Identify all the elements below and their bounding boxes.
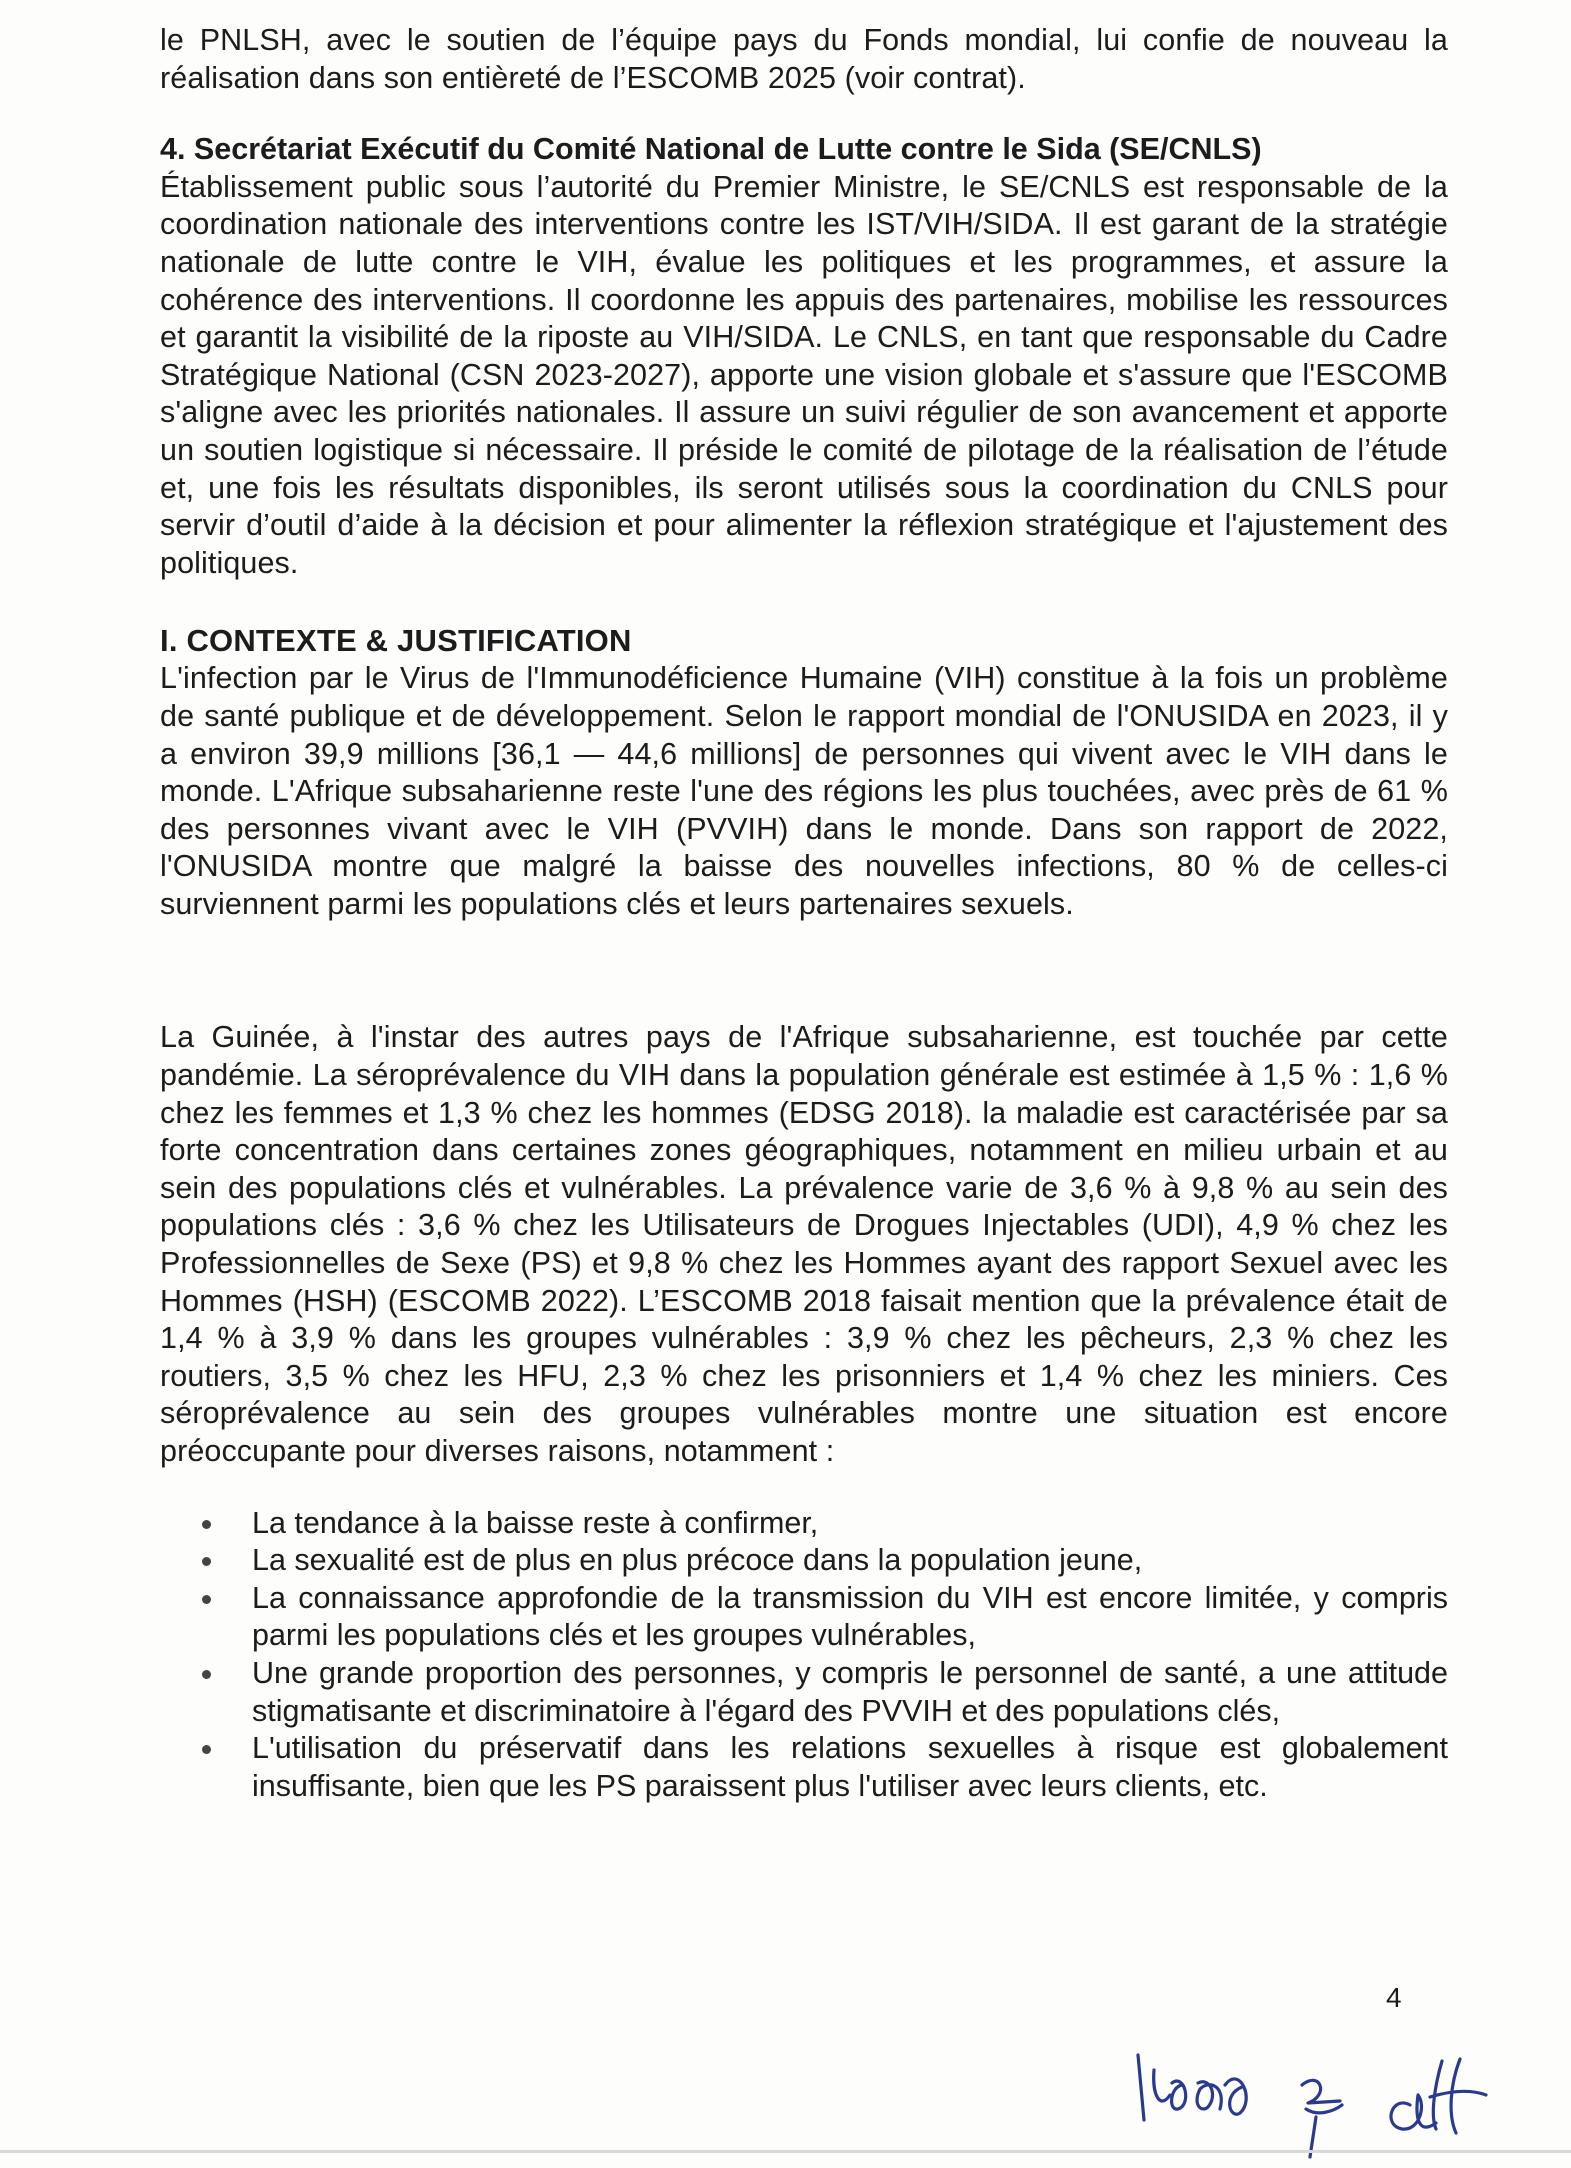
list-item-text: Une grande proportion des personnes, y compris le personnel de santé, a une attitude stigmatisante et discriminatoire à l'égard des PVVIH et des populations clés, — [252, 1655, 1448, 1728]
section-heading-contexte: I. CONTEXTE & JUSTIFICATION — [160, 623, 632, 659]
bullet-dot-icon — [202, 1670, 211, 1679]
intro-paragraph: le PNLSH, avec le soutien de l’équipe pays du Fonds mondial, lui confie de nouveau la réalisation dans son entièreté de l’ESCOMB 2025 (voir contrat). — [160, 23, 1448, 95]
list-item — [160, 1730, 1448, 1805]
list-item — [160, 1655, 1448, 1730]
page-bottom-edge — [0, 2150, 1571, 2153]
bullet-dot-icon — [202, 1520, 211, 1529]
list-item-text: L'utilisation du préservatif dans les relations sexuelles à risque est globalement insuffisante, bien que les PS paraissent plus l'utiliser avec leurs clients, etc. — [252, 1731, 1448, 1803]
section-4-number: 4. — [160, 132, 186, 167]
context-paragraph-1: L'infection par le Virus de l'Immunodéficience Humaine (VIH) constitue à la fois un problème de santé publique et de développement. Selon le rapport mondial de l'ONUSIDA en 2023, il y a environ 39,9 millions [36,1 — 44,6 millions] de personnes qui vivent avec le VIH dans le monde. L'Afrique subsaharienne reste l'une des régions les plus touchées, avec près de 61 % des personnes vivant avec le VIH (PVVIH) dans le monde. Dans son rapport de 2022, l'ONUSIDA montre que malgré la baisse des nouvelles infections, 80 % de celles-ci surviennent parmi les populations clés et leurs partenaires sexuels. — [160, 661, 1448, 921]
bullet-dot-icon — [202, 1745, 211, 1754]
page-content — [160, 22, 1448, 1805]
bullet-list — [160, 1505, 1448, 1806]
handwritten-signature-icon — [1130, 2025, 1560, 2165]
page-number: 4 — [1386, 1982, 1402, 2013]
list-item — [160, 1505, 1448, 1543]
list-item — [160, 1542, 1448, 1580]
list-item — [160, 1580, 1448, 1655]
list-item-text: La sexualité est de plus en plus précoce dans la population jeune, — [252, 1543, 1143, 1578]
bullet-dot-icon — [202, 1595, 211, 1604]
section-4-body: Établissement public sous l’autorité du Premier Ministre, le SE/CNLS est responsable de la coordination nationale des interventions contre les IST/VIH/SIDA. Il est garant de la stratégie nationale de lutte contre le VIH, évalue les politiques et les programmes, et assure la cohérence des interventions. Il coordonne les appuis des partenaires, mobilise les ressources et garantit la visibilité de la riposte au VIH/SIDA. Le CNLS, en tant que responsable du Cadre Stratégique National (CSN 2023-2027), apporte une vision globale et s'assure que l'ESCOMB s'aligne avec les priorités nationales. Il assure un suivi régulier de son avancement et apporte un soutien logistique si nécessaire. Il préside le comité de pilotage de la réalisation de l’étude et, une fois les résultats disponibles, ils seront utilisés sous la coordination du CNLS pour servir d’outil d’aide à la décision et pour alimenter la réflexion stratégique et l'ajustement des politiques. — [160, 169, 1448, 580]
bullet-dot-icon — [202, 1557, 211, 1566]
section-4-heading: Secrétariat Exécutif du Comité National de Lutte contre le Sida (SE/CNLS) — [193, 132, 1262, 167]
context-paragraph-2: La Guinée, à l'instar des autres pays de l'Afrique subsaharienne, est touchée par cette pandémie. La séroprévalence du VIH dans la population générale est estimée à 1,5 % : 1,6 % chez les femmes et 1,3 % chez les hommes (EDSG 2018). la maladie est caractérisée par sa forte concentration dans certaines zones géographiques, notamment en milieu urbain et au sein des populations clés et vulnérables. La prévalence varie de 3,6 % à 9,8 % au sein des populations clés : 3,6 % chez les Utilisateurs de Drogues Injectables (UDI), 4,9 % chez les Professionnelles de Sexe (PS) et 9,8 % chez les Hommes ayant des rapport Sexuel avec les Hommes (HSH) (ESCOMB 2022). L’ESCOMB 2018 faisait mention que la prévalence était de 1,4 % à 3,9 % dans les groupes vulnérables : 3,9 % chez les pêcheurs, 2,3 % chez les routiers, 3,5 % chez les HFU, 2,3 % chez les prisonniers et 1,4 % chez les miniers. Ces séroprévalence au sein des groupes vulnérables montre une situation est encore préoccupante pour diverses raisons, notamment : — [160, 1020, 1448, 1468]
list-item-text: La connaissance approfondie de la transmission du VIH est encore limitée, y compris parmi les populations clés et les groupes vulnérables, — [252, 1580, 1448, 1653]
section-4-title — [160, 131, 1448, 169]
list-item-text: La tendance à la baisse reste à confirmer, — [252, 1505, 819, 1540]
spacer — [160, 923, 1448, 1019]
